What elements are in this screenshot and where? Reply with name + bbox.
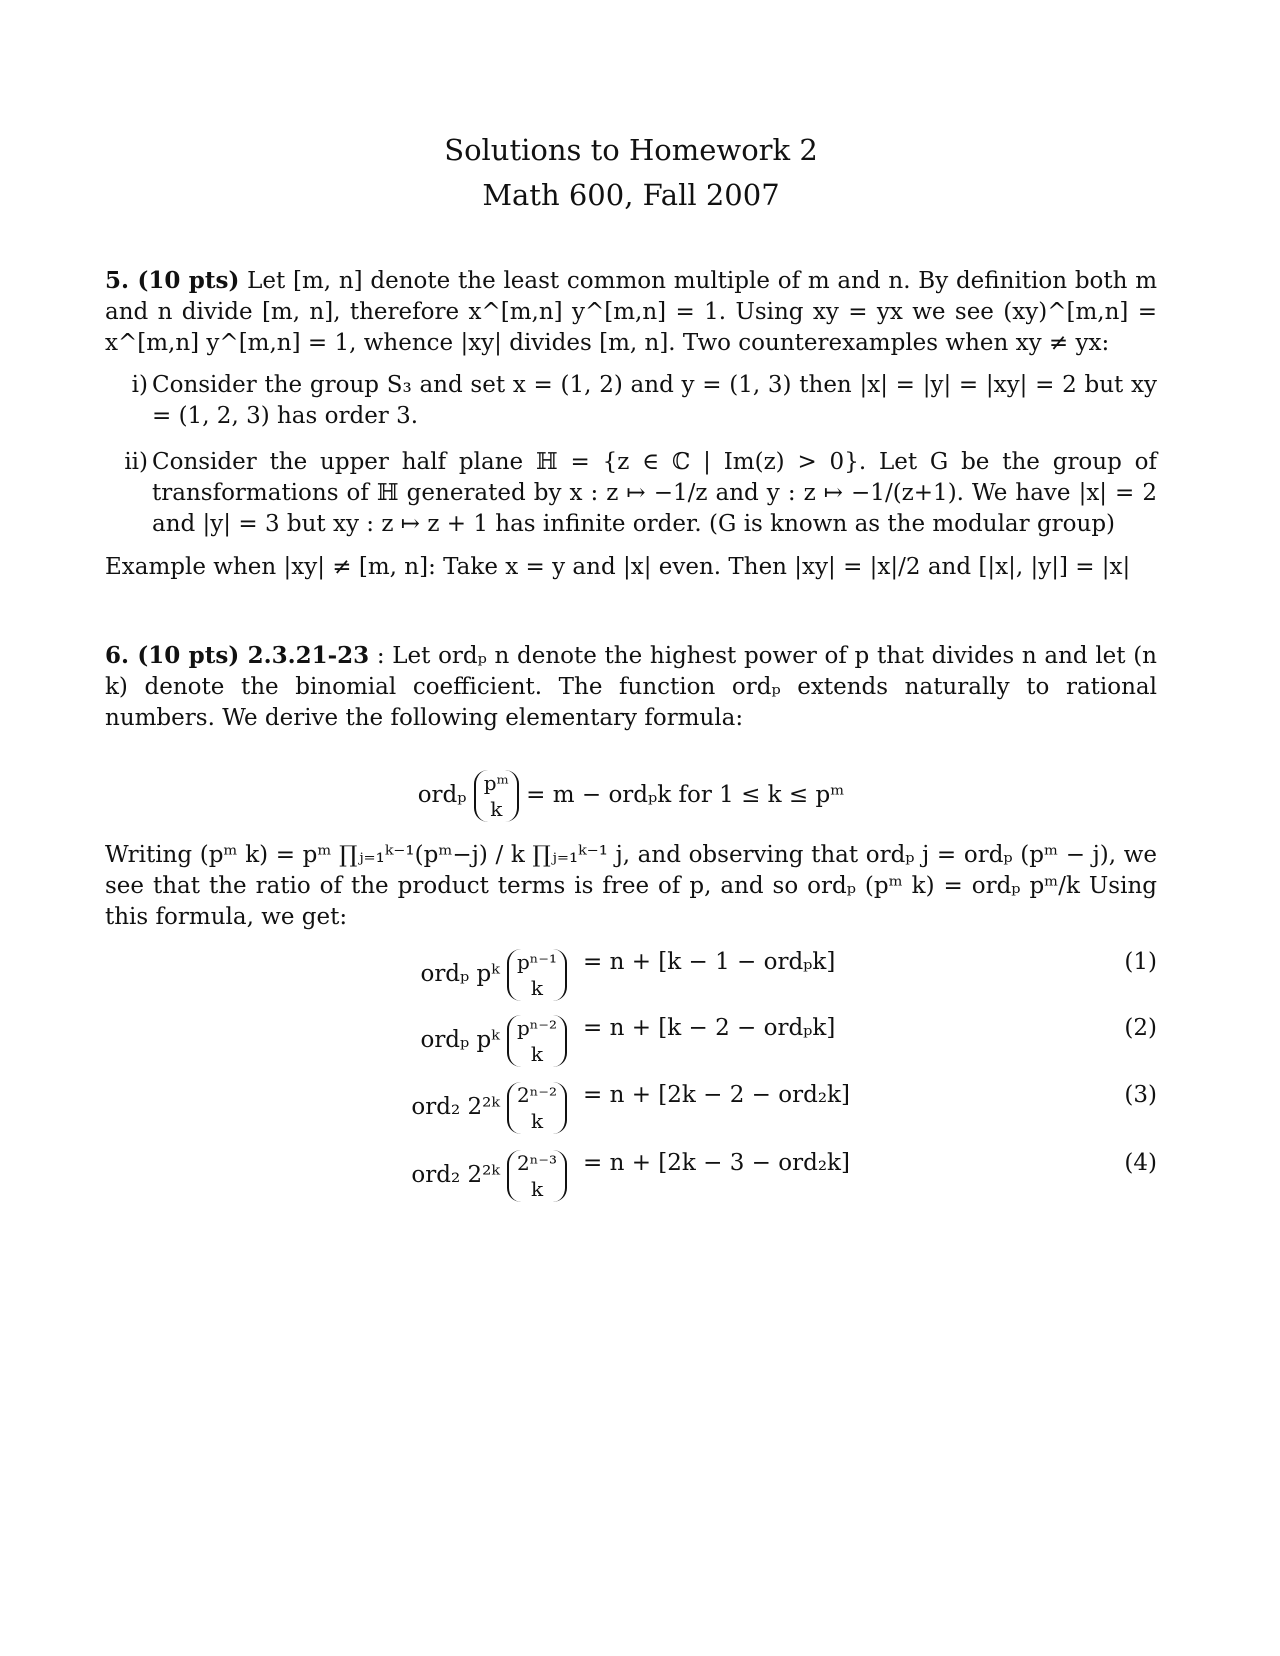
item-text: Consider the group S₃ and set x = (1, 2) and y = (1, 3) then |x| = |y| = |xy| = 2 but xy = (1, 2, 3) has order 3. — [152, 372, 1157, 429]
equation-rhs: = n + [k − 2 − ordₚk] — [583, 1015, 836, 1041]
equation-rhs: = n + [k − 1 − ordₚk] — [583, 949, 836, 975]
equation-lhs: ord₂ 2²ᵏ — [411, 1094, 500, 1120]
equation-1 — [105, 935, 1157, 1000]
problem-5-item-1 — [131, 370, 1157, 432]
formula-lhs: ordₚ — [417, 782, 467, 808]
equation-3 — [105, 1068, 1157, 1133]
binomial-top: 2ⁿ⁻² — [517, 1083, 557, 1107]
equation-binomial — [507, 1082, 567, 1134]
equation-rhs: = n + [2k − 2 − ord₂k] — [583, 1082, 850, 1108]
problem-5-text: Let [m, n] denote the least common multiple of m and n. By definition both m and n divide [m, n], therefore x^[m,n] y^[m,n] = 1. Using xy = yx we see (xy)^[m,n] = x^[m,n] y^[m,n] = 1, whence |xy| divides [m, n]. Two counterexamples when xy ≠ yx: — [105, 268, 1158, 356]
problem-5-intro — [105, 265, 1157, 359]
problem-6-text: : Let ordₚ n denote the highest power of p that divides n and let (n k) denote the binomial coefficient. The function ordₚ extends naturally to rational numbers. We derive the following elementary formula: — [105, 643, 1157, 731]
binomial-bottom: k — [530, 1177, 544, 1201]
document-subtitle: Math 600, Fall 2007 — [482, 178, 780, 212]
equation-binomial — [507, 1015, 567, 1067]
problem-5-item-2 — [124, 447, 1157, 540]
equation-2 — [105, 1001, 1157, 1066]
equation-lhs: ordₚ pᵏ — [420, 1027, 500, 1053]
equation-number: (2) — [1124, 1015, 1157, 1041]
equation-binomial — [507, 1150, 567, 1202]
binomial-bottom: k — [530, 1109, 544, 1133]
equation-binomial — [507, 949, 567, 1001]
item-label: i) — [131, 372, 148, 398]
problem-6-number: 6. (10 pts) 2.3.21-23 — [105, 642, 370, 669]
equation-lhs: ordₚ pᵏ — [420, 961, 500, 987]
equation-number: (1) — [1124, 949, 1157, 975]
binomial-bottom: k — [530, 1042, 544, 1066]
equation-lhs: ord₂ 2²ᵏ — [411, 1162, 500, 1188]
main-formula — [105, 770, 1157, 822]
item-label: ii) — [124, 449, 148, 475]
formula-rhs: = m − ordₚk for 1 ≤ k ≤ pᵐ — [526, 782, 845, 808]
problem-5-number: 5. (10 pts) — [105, 267, 240, 294]
binomial-top: pᵐ — [483, 771, 509, 795]
item-text: Consider the upper half plane ℍ = {z ∈ ℂ | Im(z) > 0}. Let G be the group of transformations of ℍ generated by x : z ↦ −1/z and y : z ↦ −1/(z+1). We have |x| = 2 and |y| = 3 but xy : z ↦ z + 1 has infinite order. (G is known as the modular group) — [152, 449, 1157, 537]
document-title: Solutions to Homework 2 — [444, 133, 818, 167]
binomial-top: 2ⁿ⁻³ — [517, 1151, 557, 1175]
binomial-bottom: k — [490, 797, 503, 821]
problem-6-derivation: Writing (pᵐ k) = pᵐ ∏ⱼ₌₁ᵏ⁻¹(pᵐ−j) / k ∏ⱼ₌₁ᵏ⁻¹ j, and observing that ordₚ j = ordₚ (pᵐ − j), we see that the ratio of the product terms is free of p, and so ordₚ (pᵐ k) = ordₚ pᵐ/k Using this formula, we get: — [105, 842, 1157, 930]
binomial-bottom: k — [530, 976, 544, 1000]
equation-number: (3) — [1124, 1082, 1157, 1108]
equation-4 — [105, 1136, 1157, 1201]
binomial-top: pⁿ⁻¹ — [516, 950, 557, 974]
problem-5-example: Example when |xy| ≠ [m, n]: Take x = y and |x| even. Then |xy| = |x|/2 and [|x|, |y|] = |x| — [105, 554, 1131, 580]
equation-rhs: = n + [2k − 3 − ord₂k] — [583, 1150, 850, 1176]
binomial-top: pⁿ⁻² — [516, 1016, 557, 1040]
equation-number: (4) — [1124, 1150, 1157, 1176]
formula-binomial — [474, 770, 519, 822]
problem-6-intro — [105, 640, 1157, 734]
